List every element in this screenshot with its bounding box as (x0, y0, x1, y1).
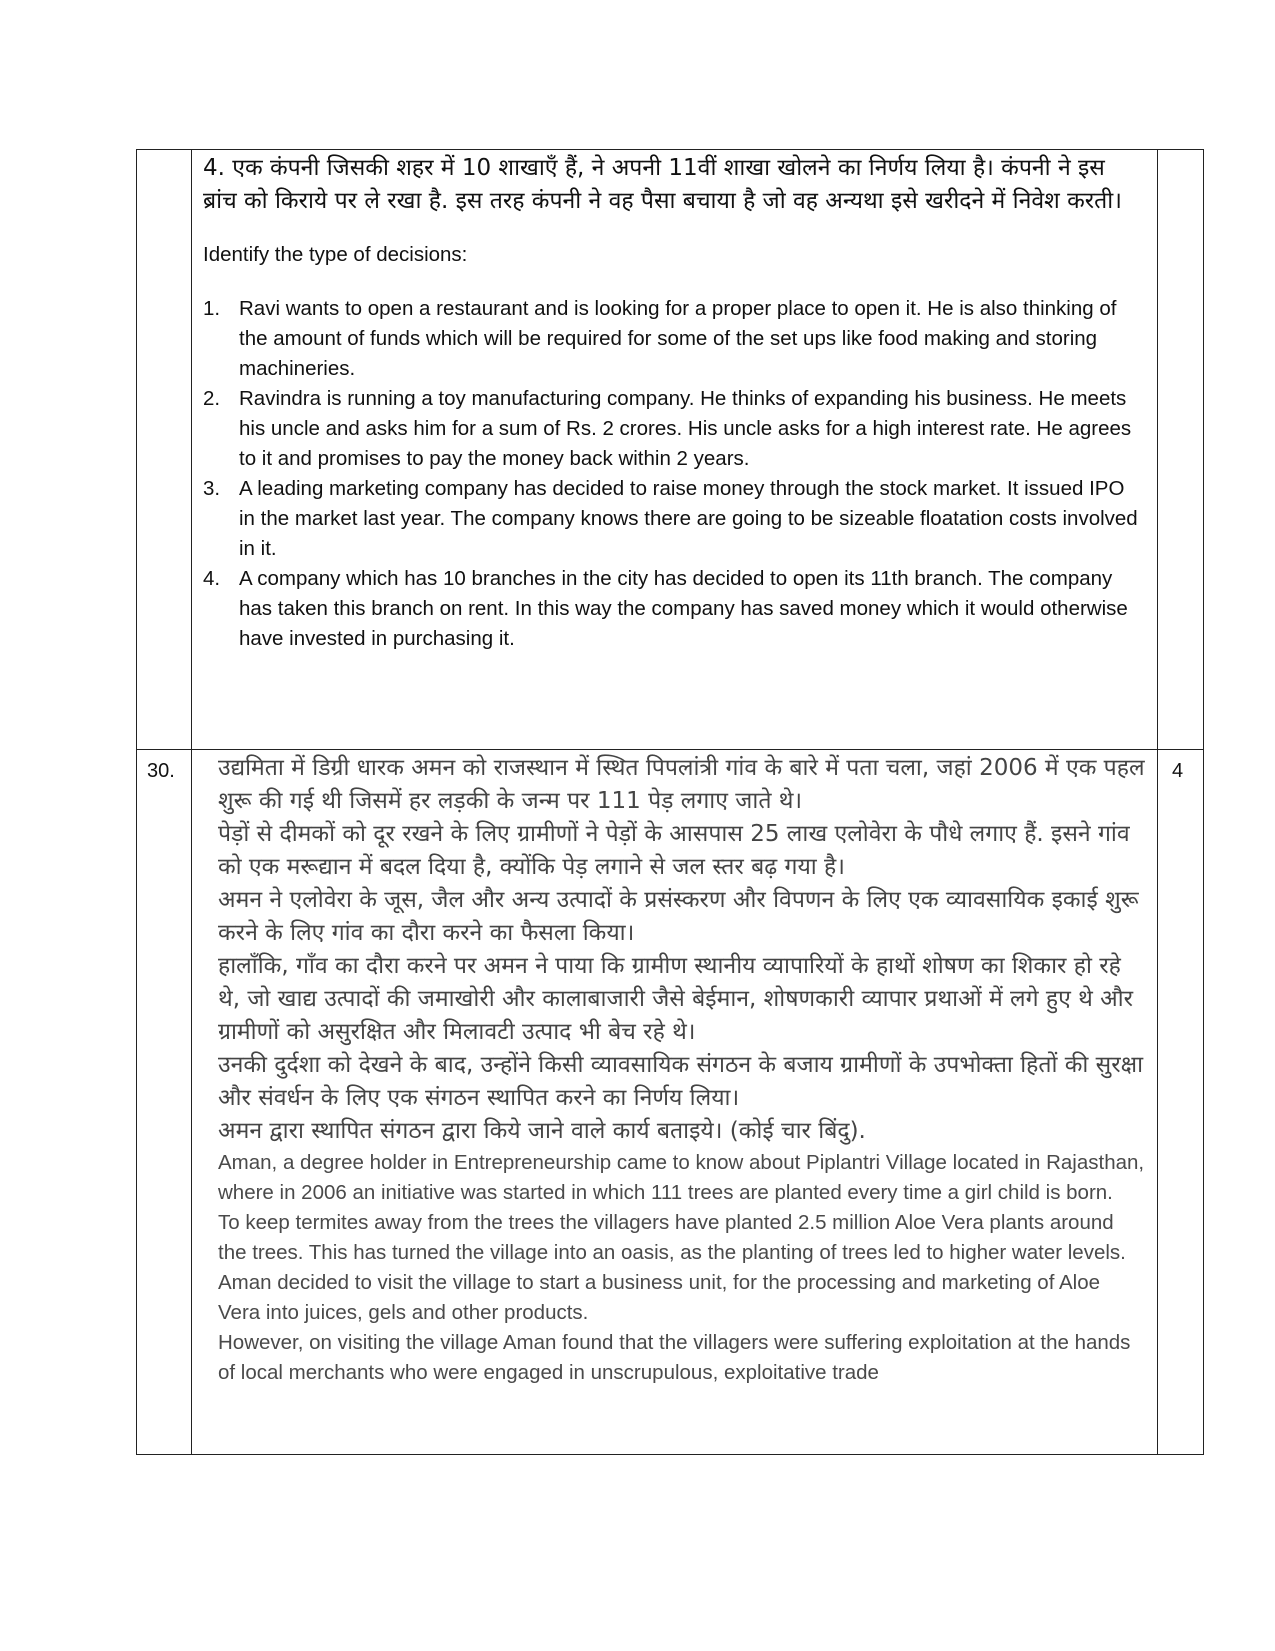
question-number-cell (137, 750, 192, 1455)
english-paragraph: Aman decided to visit the village to start a business unit, for the processing and marketing of Aloe Vera into juices, gels and other products. (218, 1271, 1100, 1324)
question-30-row (137, 750, 1204, 1455)
decision-list (203, 294, 1143, 654)
hindi-paragraph: उनकी दुर्दशा को देखने के बाद, उन्होंने किसी व्यावसायिक संगठन के बजाय ग्रामीणों के उपभोक्ता हितों की सुरक्षा और संवर्धन के लिए एक संगठन स्थापित करने का निर्णय लिया। (218, 1052, 1144, 1111)
list-item-number: 2. (203, 387, 221, 410)
hindi-paragraph: पेड़ों से दीमकों को दूर रखने के लिए ग्रामीणों ने पेड़ों के आसपास 25 लाख एलोवेरा के पौधे लगाए हैं. इसने गांव को एक मरूद्यान में बदल दिया है, क्योंकि पेड़ लगाने से जल स्तर बढ़ गया है। (218, 821, 1130, 880)
question-marks: 4 (1172, 760, 1184, 782)
hindi-paragraph: अमन ने एलोवेरा के जूस, जैल और अन्य उत्पादों के प्रसंस्करण और विपणन के लिए एक व्यावसायिक इकाई शुरू करने के लिए गांव का दौरा करने का फैसला किया। (218, 887, 1139, 946)
list-item-number: 1. (203, 297, 221, 320)
marks-cell (1158, 750, 1204, 1455)
list-item-text: Ravindra is running a toy manufacturing company. He thinks of expanding his business. He meets his uncle and asks him for a sum of Rs. 2 crores. His uncle asks for a high interest rate. He agrees to it and promises to pay the money back within 2 years. (239, 387, 1132, 470)
question-body-cell (192, 750, 1158, 1455)
list-item-text: A leading marketing company has decided to raise money through the stock market. It issued IPO in the market last year. The company knows there are going to be sizeable floatation costs involved in it. (239, 477, 1138, 560)
list-item (203, 294, 1143, 384)
list-item-number: 4. (203, 567, 221, 590)
question-number: 30. (147, 760, 175, 782)
list-item (203, 474, 1143, 564)
hindi-item-4: 4. एक कंपनी जिसकी शहर में 10 शाखाएँ हैं, ने अपनी 11वीं शाखा खोलने का निर्णय लिया है। कंपनी ने इस ब्रांच को किराये पर ले रखा है. इस तरह कंपनी ने वह पैसा बचाया है जो वह अन्यथा इसे खरीदने में निवेश करती। (203, 155, 1122, 214)
question-number-cell (137, 150, 192, 750)
list-item (203, 384, 1143, 474)
hindi-question: अमन द्वारा स्थापित संगठन द्वारा किये जाने वाले कार्य बताइये। (कोई चार बिंदु). (218, 1118, 866, 1144)
identify-heading: Identify the type of decisions: (203, 243, 468, 266)
question-paper-page (136, 149, 1202, 1455)
marks-cell (1158, 150, 1204, 750)
list-item-text: Ravi wants to open a restaurant and is looking for a proper place to open it. He is also thinking of the amount of funds which will be required for some of the set ups like food making and storing machineries. (239, 297, 1117, 380)
hindi-paragraph: उद्यमिता में डिग्री धारक अमन को राजस्थान में स्थित पिपलांत्री गांव के बारे में पता चला, जहां 2006 में एक पहल शुरू की गई थी जिसमें हर लड़की के जन्म पर 111 पेड़ लगाए जाते थे। (218, 755, 1145, 814)
english-paragraph: However, on visiting the village Aman found that the villagers were suffering exploitation at the hands of local merchants who were engaged in unscrupulous, exploitative trade (218, 1331, 1131, 1384)
question-body-cell (192, 150, 1158, 750)
english-paragraph: Aman, a degree holder in Entrepreneurship came to know about Piplantri Village located in Rajasthan, where in 2006 an initiative was started in which 111 trees are planted every time a girl child is born. (218, 1151, 1145, 1204)
list-item (203, 564, 1143, 654)
list-item-text: A company which has 10 branches in the city has decided to open its 11th branch. The company has taken this branch on rent. In this way the company has saved money which it would otherwise have invested in purchasing it. (239, 567, 1128, 650)
question-table (136, 149, 1204, 1455)
question-29-continued-row (137, 150, 1204, 750)
list-item-number: 3. (203, 477, 221, 500)
hindi-paragraph: हालाँकि, गाँव का दौरा करने पर अमन ने पाया कि ग्रामीण स्थानीय व्यापारियों के हाथों शोषण का शिकार हो रहे थे, जो खाद्य उत्पादों की जमाखोरी और कालाबाजारी जैसे बेईमान, शोषणकारी व्यापार प्रथाओं में लगे हुए थे और ग्रामीणों को असुरक्षित और मिलावटी उत्पाद भी बेच रहे थे। (218, 953, 1134, 1045)
english-paragraph: To keep termites away from the trees the villagers have planted 2.5 million Aloe Vera plants around the trees. This has turned the village into an oasis, as the planting of trees led to higher water levels. (218, 1211, 1126, 1264)
